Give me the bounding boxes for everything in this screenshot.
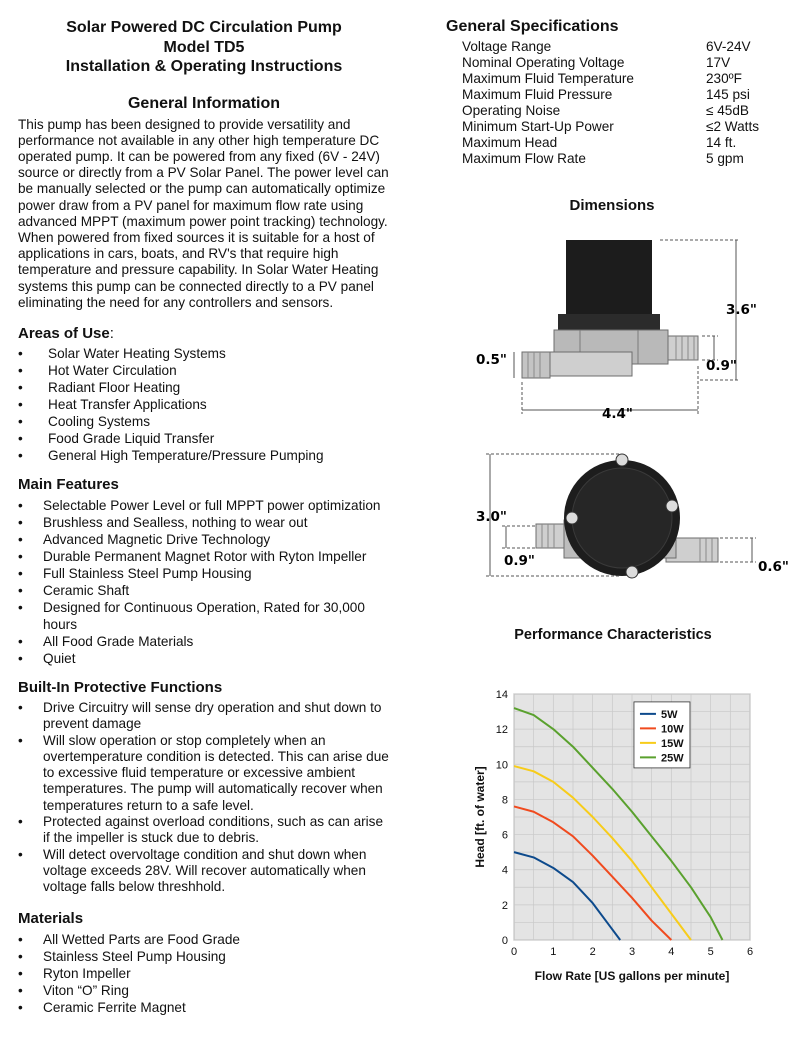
spec-row (462, 55, 780, 71)
right-column (446, 0, 798, 167)
chart-legend (634, 702, 690, 768)
spec-value: ≤2 Watts (706, 119, 760, 134)
top-right-port-label: 0.6" (758, 559, 789, 575)
list-item: • Selectable Power Level or full MPPT power optimization (18, 497, 390, 514)
spec-label: Maximum Fluid Pressure (462, 87, 613, 102)
list-item: • Food Grade Liquid Transfer (18, 430, 390, 447)
spec-row (462, 135, 780, 151)
spec-value: 14 ft. (706, 135, 737, 150)
side-height-label: 3.6" (726, 302, 757, 318)
spec-value: 145 psi (706, 87, 750, 102)
spec-label: Operating Noise (462, 103, 561, 118)
protective-functions-list (18, 700, 390, 896)
list-item: • Brushless and Sealless, nothing to wear out (18, 514, 390, 531)
side-left-port-label: 0.5" (476, 352, 507, 368)
title-line-3: Installation & Operating Instructions (65, 58, 343, 75)
spec-label: Nominal Operating Voltage (462, 55, 625, 70)
side-right-port-label: 0.9" (706, 358, 737, 374)
side-length-label: 4.4" (602, 406, 633, 422)
x-tick-labels (511, 946, 753, 958)
list-item: • General High Temperature/Pressure Pumping (18, 447, 390, 464)
spec-row (462, 103, 780, 119)
list-item: • Heat Transfer Applications (18, 396, 390, 413)
x-tick-label: 4 (668, 946, 675, 958)
y-tick-label: 12 (495, 724, 508, 737)
screw-icon (666, 500, 678, 512)
spec-label: Maximum Fluid Temperature (462, 71, 634, 86)
spec-row (462, 87, 780, 103)
areas-of-use-heading-text: Areas of Use (18, 324, 110, 342)
spec-value: 230ºF (706, 71, 742, 86)
document-title (18, 18, 390, 77)
y-tick-label: 6 (501, 829, 508, 842)
materials-list (18, 931, 390, 1016)
list-item: • Will slow operation or stop completely when an overtemperature condition is detected. This can arise due to excessive fluid temperature or excessive ambient temperatures. The pump will automatically recover when temperatures return to a safe level. (18, 733, 390, 814)
spec-value: 5 gpm (706, 151, 744, 166)
specs-heading: General Specifications (446, 18, 619, 35)
x-tick-label: 2 (589, 946, 596, 958)
list-item: • Will detect overvoltage condition and shut down when voltage exceeds 28V. Will recover automatically when voltage falls below threshhold. (18, 847, 390, 896)
list-item: • Drive Circuitry will sense dry operation and shut down to prevent damage (18, 700, 390, 733)
x-axis-label: Flow Rate [US gallons per minute] (534, 969, 730, 983)
motor-collar (558, 314, 660, 332)
screw-icon (626, 566, 638, 578)
list-item: • Viton “O” Ring (18, 982, 390, 999)
screw-icon (566, 512, 578, 524)
y-axis-label: Head [ft. of water] (473, 766, 487, 868)
y-tick-label: 8 (501, 794, 508, 807)
spec-row (462, 39, 780, 55)
protective-functions-heading: Built-In Protective Functions (18, 678, 223, 696)
main-features-list (18, 497, 390, 667)
list-item: • All Wetted Parts are Food Grade (18, 931, 390, 948)
list-item: • Ceramic Ferrite Magnet (18, 999, 390, 1016)
chart-title: Performance Characteristics (514, 627, 712, 643)
list-item: • Radiant Floor Heating (18, 379, 390, 396)
spec-row (462, 119, 780, 135)
spec-label: Voltage Range (462, 39, 552, 54)
list-item: • Full Stainless Steel Pump Housing (18, 565, 390, 582)
spec-label: Maximum Flow Rate (462, 151, 586, 166)
legend-label-15W: 15W (660, 737, 684, 750)
spec-row (462, 71, 780, 87)
y-tick-label: 0 (501, 935, 508, 947)
list-item: • Ryton Impeller (18, 965, 390, 982)
pump-side-view-drawing (470, 232, 800, 422)
list-item: • Protected against overload conditions, such as can arise if the impeller is stuck due to debris. (18, 814, 390, 847)
y-tick-labels (496, 689, 508, 947)
y-tick-label: 4 (501, 864, 508, 877)
spec-value: 6V-24V (706, 39, 751, 54)
title-line-1: Solar Powered DC Circulation Pump (66, 19, 342, 36)
y-tick-label: 2 (501, 899, 508, 912)
top-depth-label: 3.0" (476, 509, 507, 525)
x-tick-label: 1 (550, 946, 557, 958)
specs-table (462, 39, 780, 167)
general-info-paragraph-1: This pump has been designed to provide versatility and performance not available in any other high temperature DC operated pump. It can be powered from any fixed (6V - 24V) source or directly from a PV Solar Panel. The power level can be manually selected or the pump can automatically optimize power draw from a PV panel for maximum flow rate using advanced MPPT (maximum power point tracking) technology. (18, 116, 389, 229)
list-item: • Solar Water Heating Systems (18, 345, 390, 362)
legend-label-10W: 10W (660, 723, 684, 736)
spec-value: ≤ 45dB (706, 103, 749, 118)
list-item: • Ceramic Shaft (18, 582, 390, 599)
screw-icon (616, 454, 628, 466)
materials-heading: Materials (18, 909, 84, 927)
y-tick-label: 14 (495, 689, 508, 701)
list-item: • Advanced Magnetic Drive Technology (18, 531, 390, 548)
inlet-port (522, 352, 550, 378)
areas-of-use-list (18, 345, 390, 464)
main-features-heading: Main Features (18, 475, 119, 493)
y-tick-label: 10 (495, 759, 508, 772)
list-item: • Quiet (18, 650, 390, 667)
performance-chart (466, 684, 766, 992)
motor-body (566, 240, 652, 324)
general-info-paragraph-2: When powered from fixed sources it is suitable for a host of applications in cars, boats, and RV's that require high temperature and pressure capability. In Solar Water Heating systems this pump can be connected directly to a PV panel eliminating the need for any controllers and sensors. (18, 229, 379, 310)
list-item: • Designed for Continuous Operation, Rated for 30,000 hours (18, 599, 390, 633)
areas-of-use-colon: : (109, 324, 114, 342)
pump-top-view-drawing (470, 446, 800, 596)
top-left-port-label: 0.9" (504, 553, 535, 569)
list-item: • All Food Grade Materials (18, 633, 390, 650)
general-info-heading: General Information (127, 94, 281, 112)
dimensions-heading: Dimensions (569, 197, 655, 214)
list-item: • Cooling Systems (18, 413, 390, 430)
legend-label-5W: 5W (660, 708, 678, 721)
legend-label-25W: 25W (660, 752, 684, 765)
spec-value: 17V (706, 55, 731, 70)
x-tick-label: 0 (510, 946, 518, 958)
x-tick-label: 3 (628, 946, 636, 958)
x-tick-label: 5 (707, 946, 714, 958)
areas-of-use-heading (18, 325, 390, 342)
x-tick-label: 6 (746, 946, 754, 958)
left-column (18, 0, 390, 1016)
spec-label: Minimum Start-Up Power (462, 119, 614, 134)
title-line-2: Model TD5 (163, 38, 245, 56)
spec-label: Maximum Head (462, 135, 558, 150)
list-item: • Hot Water Circulation (18, 362, 390, 379)
list-item: • Durable Permanent Magnet Rotor with Ryton Impeller (18, 548, 390, 565)
list-item: • Stainless Steel Pump Housing (18, 948, 390, 965)
spec-row (462, 151, 780, 167)
